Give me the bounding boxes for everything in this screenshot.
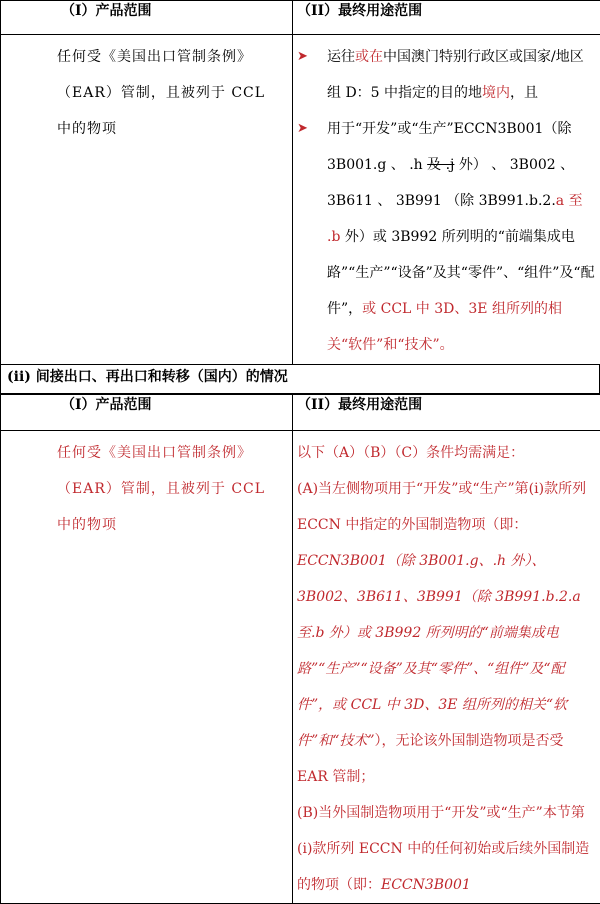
condition-a: (A)当左侧物项用于“开发”或“生产”第(i)款所列 ECCN 中指定的外国制造物项（即：ECCN3B001（除 3B001.g、.h 外）、3B002、3B611、3B991（除 3B991.b.2.a 至.b 外）或 3B992 所列明的“前端集成电路”“生产”“设备”及其“零件”、“组件”及“配件”，或 CCL 中 3D、3E 组所列的相关“软件”和“技术”），无论该外国制造物项是否受 EAR 管制；	[297, 471, 596, 795]
col1-header: （I）产品范围	[1, 1, 293, 35]
end-use-scope-cell	[293, 35, 600, 365]
end-use-list	[297, 39, 596, 363]
table-indirect-export	[0, 394, 600, 904]
section-title: (ii) 间接出口、再出口和转移（国内）的情况	[0, 364, 600, 394]
table-direct-export	[0, 0, 600, 365]
arrow-bullet-icon: ➤	[297, 111, 308, 147]
conditions-intro: 以下（A）（B）（C）条件均需满足：	[297, 435, 596, 471]
struck-text: 及 .j	[427, 157, 454, 173]
list-item: ➤ 运往或在中国澳门特别行政区或国家/地区组 D：5 中指定的目的地境内，且	[297, 39, 596, 111]
col2-header: （II）最终用途范围	[293, 1, 600, 35]
col2-header: （II）最终用途范围	[293, 395, 600, 431]
condition-b: (B)当外国制造物项用于“开发”或“生产”本节第 (i)款所列 ECCN 中的任何初始或后续外国制造的物项（即：ECCN3B001	[297, 795, 596, 903]
product-scope-cell: 任何受《美国出口管制条例》（EAR）管制，且被列于 CCL 中的物项	[1, 35, 293, 365]
arrow-bullet-icon: ➤	[297, 39, 308, 75]
col1-header: （I）产品范围	[1, 395, 293, 431]
end-use-scope-cell	[293, 431, 600, 904]
product-scope-cell: 任何受《美国出口管制条例》（EAR）管制，且被列于 CCL 中的物项	[1, 431, 293, 904]
list-item: ➤ 用于“开发”或“生产”ECCN3B001（除 3B001.g 、 .h 及 .j 外） 、 3B002 、 3B611 、 3B991 （除 3B991.b.2.a 至 .b 外）或 3B992 所列明的“前端集成电路”“生产”“设备”及其“零件”、“组件”及“配件”，或 CCL 中 3D、3E 组所列的相关“软件”和“技术”。	[297, 111, 596, 363]
